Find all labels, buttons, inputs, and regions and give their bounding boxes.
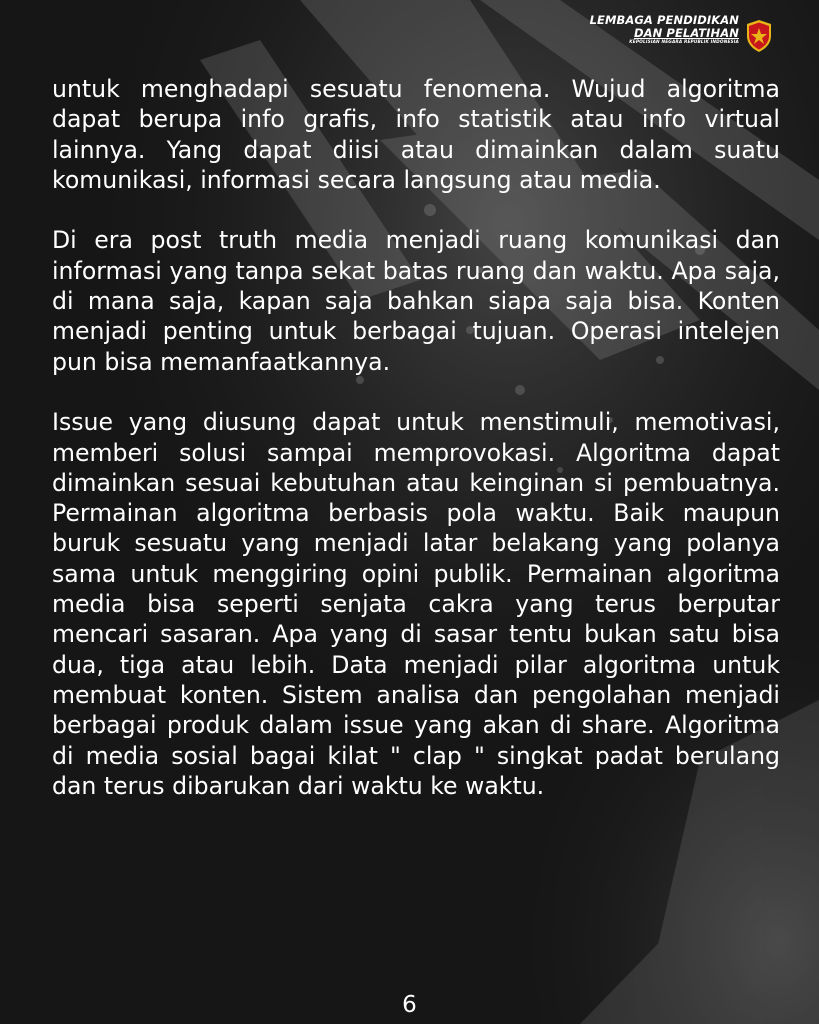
- paragraph-2: Di era post truth media menjadi ruang komunikasi dan informasi yang tanpa sekat batas ruang dan waktu. Apa saja, di mana saja, kapan saja bahkan siapa saja bisa. Konten menjadi penting untuk berbagai tujuan. Operasi intelejen pun bisa memanfaatkannya.: [52, 226, 780, 376]
- police-emblem-icon: [745, 19, 773, 53]
- page-number: 6: [402, 992, 417, 1018]
- institution-name-line1: LEMBAGA PENDIDIKAN: [589, 13, 739, 27]
- institution-name: [590, 14, 739, 46]
- paragraph-3: Issue yang diusung dapat untuk menstimuli, memotivasi, memberi solusi sampai memprovokasi. Algoritma dapat dimainkan sesuai kebutuhan atau keinginan si pembuatnya. Permainan algoritma berbasis pola waktu. Baik maupun buruk sesuatu yang menjadi latar belakang yang polanya sama untuk menggiring opini publik. Permainan algoritma media bisa seperti senjata cakra yang terus berputar mencari sasaran. Apa yang di sasar tentu bukan satu bisa dua, tiga atau lebih. Data menjadi pilar algoritma untuk membuat konten. Sistem analisa dan pengolahan menjadi berbagai produk dalam issue yang akan di share. Algoritma di media sosial bagai kilat " clap " singkat padat berulang dan terus dibarukan dari waktu ke waktu.: [52, 408, 780, 800]
- body-text: [52, 74, 780, 831]
- paragraph-1: untuk menghadapi sesuatu fenomena. Wujud algoritma dapat berupa info grafis, info statistik atau info virtual lainnya. Yang dapat diisi atau dimainkan dalam suatu komunikasi, informasi secara langsung atau media.: [52, 75, 780, 194]
- institution-name-line3: KEPOLISIAN NEGARA REPUBLIK INDONESIA: [629, 40, 739, 45]
- institution-header: [590, 14, 773, 53]
- institution-name-line2: DAN PELATIHAN: [633, 26, 739, 40]
